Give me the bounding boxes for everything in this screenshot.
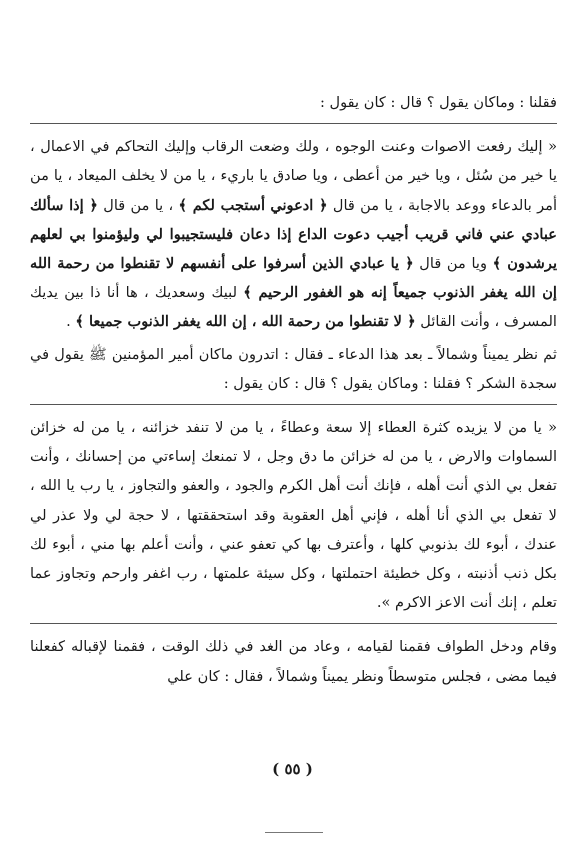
narrative-paragraph	[30, 340, 557, 398]
closing-paragraph	[30, 632, 557, 690]
supplication-text: استحققتها ، لا حجة لي ولا عذر لي عندك ، أبوء لك بذنوبي كلها ، وأعترف بها	[30, 506, 557, 553]
prayer-text: وأنت القائل	[420, 313, 490, 331]
prayer-paragraph	[30, 132, 557, 336]
closing-text: وقام ودخل الطواف فقمنا لقيامه ، وعاد من الغد في ذلك الوقت ، فقمنا	[113, 638, 558, 656]
supplication-text: خزائن السماوات والارض ، يا من له خزائن ما دق وجل ، لا تمنعك إساءتي من	[30, 419, 557, 466]
prayer-text: ، يا من قال	[103, 196, 174, 214]
section-divider	[30, 404, 557, 405]
quran-verse: الداع إذا دعان فليستجيبوا لي وليؤمنوا بي لعلهم يرشدون ﴾	[30, 225, 558, 273]
supplication-text: كي تعفو عني ، وأنت أعلم بها مني ، أبوء لك بكل ذنب أذنبته ، وكل خطيئة	[30, 535, 557, 583]
prayer-text: .	[66, 313, 71, 331]
footer-rule	[265, 832, 323, 833]
supplication-text: والتجاوز ، يا رب يا الله ، لا تفعل بي الذي أنا أهله ، فإني أهل العقوبة وقد	[30, 477, 558, 524]
intro-line: فقلنا : وماكان يقول ؟ قال : كان يقول :	[319, 94, 557, 111]
quran-verse: ﴿ ادعوني	[270, 196, 328, 214]
prayer-text: التحاكم في الاعمال ، يا خير من سُئل ، ويا خير من أعطى ، ويا صادق يا باريء ،	[30, 138, 558, 185]
supplication-paragraph	[30, 413, 557, 617]
quran-verse: ﴿ إذا سألك عبادي عني فاني قريب أجيب دعوت	[30, 196, 557, 243]
section-divider	[30, 123, 557, 124]
supplication-text: « يا من لا يزيده كثرة العطاء إلا سعة وعطاءً ، يا من لا تنفد خزائنه ، يا من له	[72, 419, 557, 437]
supplication-text: إحسانك ، وأنت تفعل بي الذي أنت أهله ، فإنك أنت أهل الكرم والجود ، والعفو	[30, 448, 557, 495]
page-body	[30, 88, 557, 691]
prayer-text: يا من لا يخلف الميعاد ، يا من أمر بالدعاء ووعد بالاجابة ، يا من قال	[30, 167, 558, 214]
quran-verse: أستجب لكم ﴾	[178, 196, 266, 214]
narrative-text: ﷺ يقول في سجدة الشكر ؟ فقلنا : وماكان يقول ؟ قال : كان يقول :	[30, 345, 557, 392]
intro-paragraph	[30, 88, 557, 117]
quran-verse: ﴿ لا تقنطوا من رحمة الله ، إن الله يغفر الذنوب جميعا ﴾	[75, 313, 416, 331]
closing-text: لإقباله كفعلنا فيما مضى ، فجلس متوسطاً ونظر يميناً وشمالاً ، فقال : كان علي	[30, 638, 557, 685]
prayer-text: « إليك رفعت الاصوات وعنت الوجوه ، ولك وضعت الرقاب وإليك	[164, 138, 558, 156]
narrative-text: ثم نظر يميناً وشمالاً ـ بعد هذا الدعاء ـ فقال : اتدرون ماكان أمير المؤمنين	[111, 345, 557, 363]
quran-verse: عبادي الذين أسرفوا على أنفسهم لا تقنطوا من رحمة الله إن الله يغفر الذنوب	[30, 255, 557, 302]
prayer-text: لبيك وسعديك ، ها أنا ذا بين يديك المسرف ،	[30, 284, 557, 331]
quran-verse: ﴿ يا	[390, 255, 414, 273]
quran-verse: جميعاً إنه هو الغفور الرحيم ﴾	[243, 284, 427, 302]
page-number: ( ٥٥ )	[272, 760, 313, 778]
supplication-text: احتملتها ، وكل سيئة علمتها ، رب اغفر وارحم وتجاوز عما تعلم ، إنك أنت	[30, 565, 557, 612]
prayer-text: ويا من قال	[419, 255, 488, 273]
supplication-text: الاعز الاكرم ».	[376, 594, 466, 612]
section-divider	[30, 623, 557, 624]
